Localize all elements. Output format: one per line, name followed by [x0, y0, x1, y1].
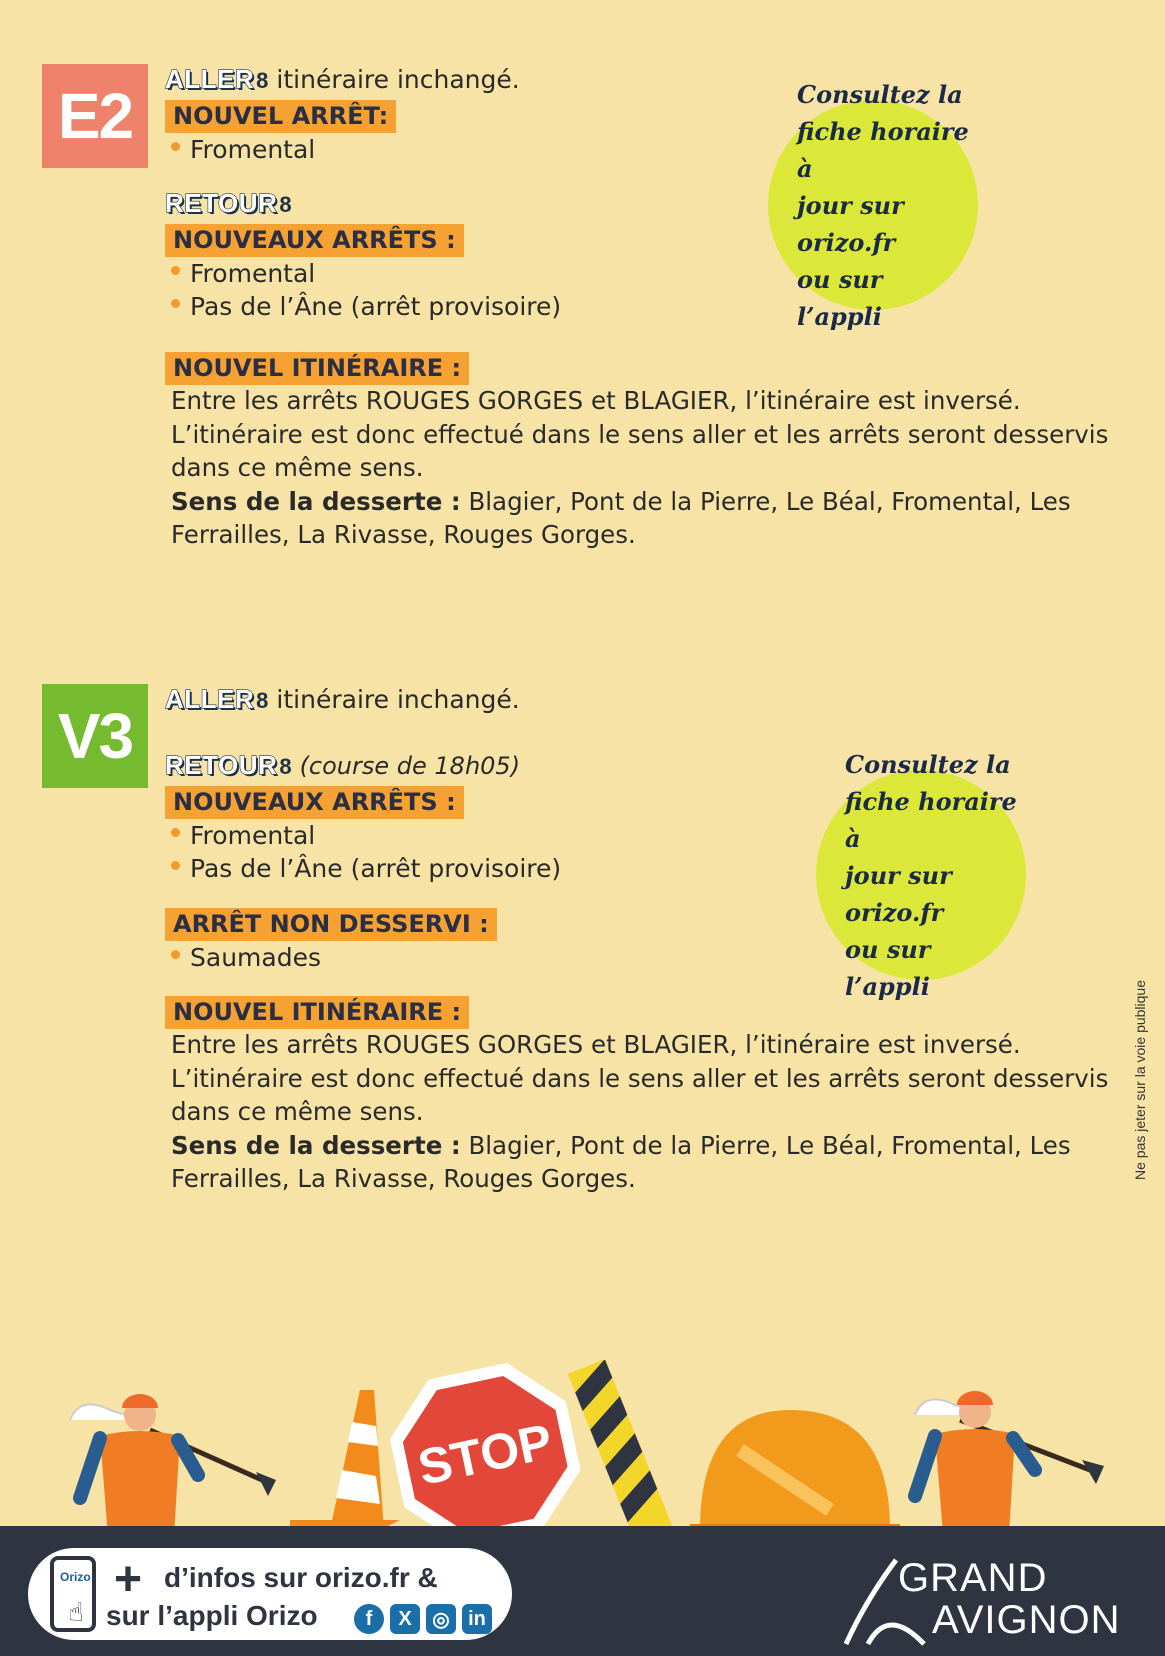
brand-line-2: AVIGNON [932, 1598, 1121, 1642]
v3-aller-label: ALLER [165, 684, 255, 714]
e2-aller-row [165, 64, 520, 95]
more-info-banner[interactable] [28, 1548, 512, 1640]
bullet-icon [171, 828, 180, 837]
v3-retour-item: Fromental [171, 820, 315, 852]
hard-hat-icon [690, 1410, 900, 1530]
e2-itinerary-paragraph [171, 384, 1121, 552]
e2-desserte-label: Sens de la desserte : [171, 486, 461, 516]
traffic-cone-icon [290, 1390, 400, 1530]
v3-retour-separator-icon: 8 [279, 754, 292, 779]
plus-icon: + [114, 1553, 143, 1606]
e2-aller-separator-icon: 8 [256, 68, 269, 93]
schedule-info-bubble: Consultez la fiche horaire à jour sur orizo.fr ou sur l’appli [768, 100, 978, 310]
bullet-icon [171, 266, 180, 275]
line-v3-badge: V3 [42, 684, 148, 788]
bullet-icon [171, 861, 180, 870]
v3-aller-row [165, 684, 520, 715]
v3-not-served-item: Saumades [171, 942, 321, 974]
schedule-info-bubble: Consultez la fiche horaire à jour sur orizo.fr ou sur l’appli [816, 770, 1026, 980]
brand-line-1: GRAND [898, 1556, 1048, 1600]
stop-sign-icon [379, 1360, 590, 1530]
v3-retour-row [165, 750, 520, 781]
e2-desserte-text: Blagier, Pont de la Pierre, Le Béal, Fromental, Les Ferrailles, La Rivasse, Rouges Gorges. [171, 486, 1071, 549]
e2-itinerary-heading: NOUVEL ITINÉRAIRE : [165, 352, 469, 385]
bullet-icon [171, 142, 180, 151]
v3-itinerary-text: Entre les arrêts ROUGES GORGES et BLAGIER, l’itinéraire est inversé. L’itinéraire est donc effectué dans le sens aller et les arrêts seront desservis dans ce même sens. [171, 1030, 1109, 1126]
stop-sign-text: STOP [413, 1413, 558, 1496]
v3-desserte-text: Blagier, Pont de la Pierre, Le Béal, Fromental, Les Ferrailles, La Rivasse, Rouges Gorges. [171, 1130, 1071, 1193]
e2-retour-item: Pas de l’Âne (arrêt provisoire) [171, 291, 561, 323]
footer [0, 1526, 1165, 1656]
e2-new-stop-heading: NOUVEL ARRÊT: [165, 100, 396, 133]
litter-notice: Ne pas jeter sur la voie publique [1132, 979, 1148, 1180]
v3-itinerary-heading: NOUVEL ITINÉRAIRE : [165, 996, 469, 1029]
footer-app-text[interactable]: sur l’appli Orizo [106, 1600, 318, 1631]
instagram-icon[interactable]: ◎ [426, 1604, 456, 1634]
worker-icon [915, 1391, 1104, 1530]
e2-retour-row [165, 188, 292, 219]
footer-website-text[interactable]: d’infos sur orizo.fr & [164, 1562, 438, 1593]
e2-retour-item: Fromental [171, 258, 315, 290]
facebook-icon[interactable]: f [354, 1604, 384, 1634]
bullet-icon [171, 950, 180, 959]
e2-aller-text: itinéraire inchangé. [276, 65, 520, 94]
v3-retour-heading: NOUVEAUX ARRÊTS : [165, 786, 464, 819]
v3-itinerary-paragraph [171, 1028, 1121, 1196]
line-e2-badge: E2 [42, 64, 148, 168]
v3-retour-label: RETOUR [165, 750, 278, 780]
x-twitter-icon[interactable]: X [390, 1604, 420, 1634]
grand-avignon-logo [836, 1556, 1136, 1648]
smartphone-icon [50, 1556, 96, 1632]
e2-new-stop-item: Fromental [171, 134, 315, 166]
v3-retour-item: Pas de l’Âne (arrêt provisoire) [171, 853, 561, 885]
v3-not-served-heading: ARRÊT NON DESSERVI : [165, 908, 497, 941]
e2-retour-separator-icon: 8 [279, 192, 292, 217]
e2-aller-label: ALLER [165, 64, 255, 94]
e2-itinerary-text: Entre les arrêts ROUGES GORGES et BLAGIER, l’itinéraire est inversé. L’itinéraire est donc effectué dans le sens aller et les arrêts seront desservis dans ce même sens. [171, 386, 1109, 482]
v3-retour-note: (course de 18h05) [299, 752, 521, 780]
orizo-app-logo: Orizo [60, 1570, 91, 1584]
v3-aller-text: itinéraire inchangé. [276, 685, 520, 714]
worker-icon [70, 1394, 276, 1530]
e2-retour-label: RETOUR [165, 188, 278, 218]
e2-retour-heading: NOUVEAUX ARRÊTS : [165, 224, 464, 257]
v3-aller-separator-icon: 8 [256, 688, 269, 713]
linkedin-icon[interactable]: in [462, 1604, 492, 1634]
bullet-icon [171, 299, 180, 308]
roadworks-illustration [0, 1360, 1165, 1530]
barrier-post-icon [568, 1360, 676, 1530]
tap-hand-icon: ☝ [68, 1598, 84, 1628]
v3-desserte-label: Sens de la desserte : [171, 1130, 461, 1160]
